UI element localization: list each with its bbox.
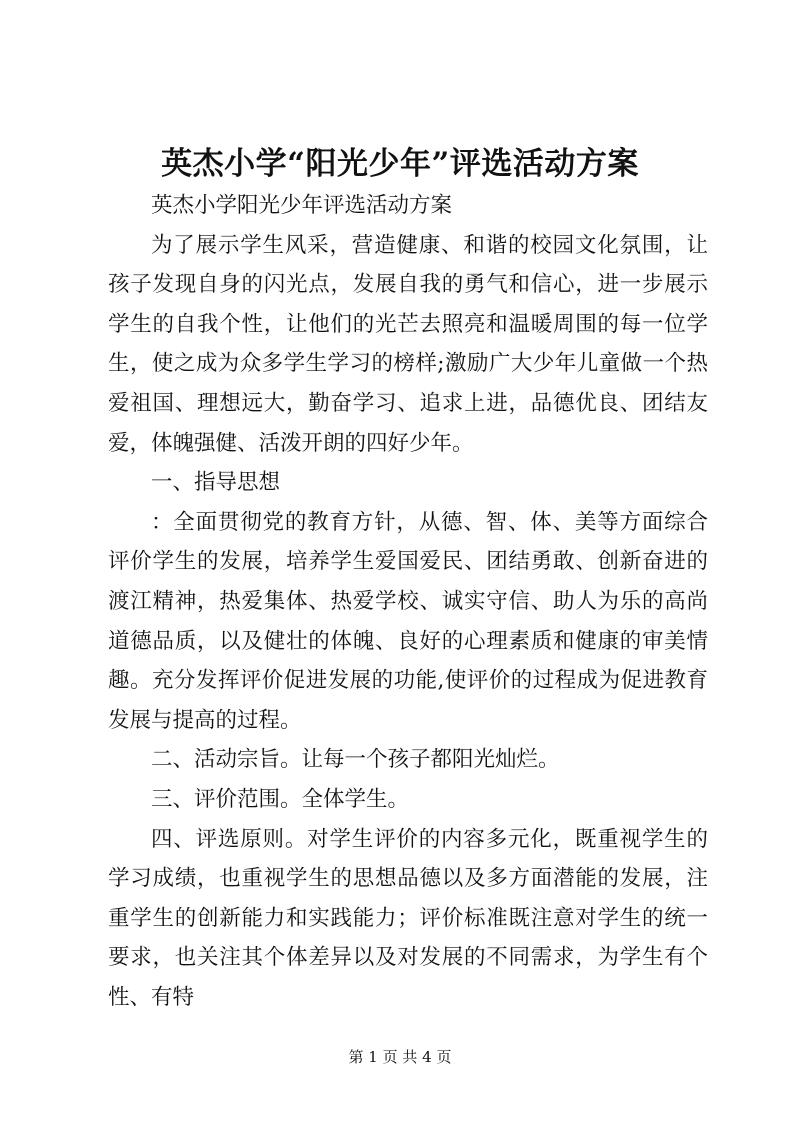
document-title: 英杰小学“阳光少年”评选活动方案: [161, 146, 639, 182]
document-subtitle: 英杰小学阳光少年评选活动方案: [151, 193, 453, 218]
guiding-ideology-paragraph: ：全面贯彻党的教育方针，从德、智、体、美等方面综合评价学生的发展，培养学生爱国爱民、团结勇敢、创新奋进的渡江精神，热爱集体、热爱学校、诚实守信、助人为乐的高尚道德品质，以及健壮的体魄、良好的心理素质和健康的审美情趣。充分发挥评价促进发展的功能,使评价的过程成为促进教育发展与提高的过程。: [108, 509, 708, 733]
intro-paragraph: 为了展示学生风采，营造健康、和谐的校园文化氛围，让孩子发现自身的闪光点，发展自我的勇气和信心，进一步展示学生的自我个性，让他们的光芒去照亮和温暖周围的每一位学生，使之成为众多学生学习的榜样;激励广大少年儿童做一个热爱祖国、理想远大，勤奋学习、追求上进，品德优良、团结友爱，体魄强健、活泼开朗的四好少年。: [108, 232, 708, 456]
section-heading-guiding-ideology: 一、指导思想: [151, 470, 281, 496]
activity-purpose-paragraph: 二、活动宗旨。让每一个孩子都阳光灿烂。: [151, 747, 560, 773]
document-body: [108, 186, 708, 1017]
evaluation-scope-paragraph: 三、评价范围。全体学生。: [151, 786, 410, 812]
page-number: 第 1 页 共 4 页: [348, 1048, 452, 1066]
selection-principles-paragraph: 四、评选原则。对学生评价的内容多元化，既重视学生的学习成绩，也重视学生的思想品德以及多方面潜能的发展，注重学生的创新能力和实践能力；评价标准既注意对学生的统一要求，也关注其个体差异以及对发展的不同需求，为学生有个性、有特: [108, 826, 708, 1010]
